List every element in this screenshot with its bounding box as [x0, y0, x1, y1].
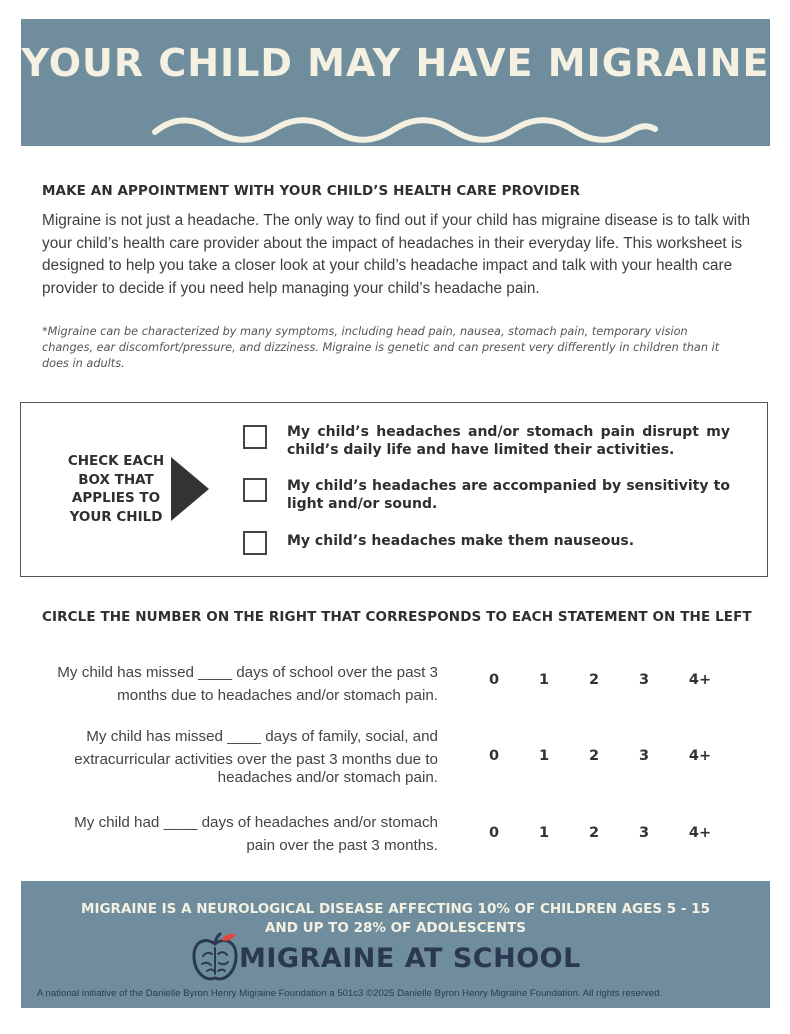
intro-paragraph: Migraine is not just a headache. The only way to find out if your child has migraine disease is to talk with your child’s health care provider about the impact of headaches in their everyday life. This worksheet is designed to help you take a closer look at your child’s headache impact and talk with your health care provider to decide if you need help managing your child’s headache pain. — [42, 212, 751, 297]
apple-brain-icon — [191, 930, 241, 984]
rating-heading: CIRCLE THE NUMBER ON THE RIGHT THAT CORRESPONDS TO EACH STATEMENT ON THE LEFT — [42, 609, 752, 625]
option-0[interactable]: 0 — [488, 672, 500, 688]
header-banner — [21, 19, 770, 146]
statement-line: My child has missed ____ days of school over the past 3 — [57, 664, 438, 681]
symptoms-note: *Migraine can be characterized by many symptoms, including head pain, nausea, stomach pain, temporary vision changes, ear discomfort/pressure, and dizziness. Migraine is genetic and can present very differently in children than it does in adults. — [42, 325, 720, 370]
option-1[interactable]: 1 — [538, 748, 550, 764]
footer-banner — [21, 881, 770, 1008]
statement-line: pain over the past 3 months. — [246, 836, 438, 854]
option-3[interactable]: 3 — [638, 672, 650, 688]
option-0[interactable]: 0 — [488, 825, 500, 841]
statement-activity-days — [40, 726, 438, 790]
option-3[interactable]: 3 — [638, 825, 650, 841]
checkbox-disrupt-daily-life[interactable] — [243, 425, 267, 449]
checklist-instruction — [61, 452, 171, 526]
statement-line: My child has missed ____ days of family, social, and — [86, 728, 438, 745]
page-title: YOUR CHILD MAY HAVE MIGRAINE — [21, 41, 770, 85]
statement-line: My child had ____ days of headaches and/or stomach — [74, 814, 438, 831]
statement-school-days — [40, 662, 438, 707]
option-1[interactable]: 1 — [538, 672, 550, 688]
option-2[interactable]: 2 — [588, 672, 600, 688]
instruction-line: BOX THAT — [78, 471, 154, 488]
rating-options-row — [470, 825, 730, 845]
option-2[interactable]: 2 — [588, 748, 600, 764]
footer-headline — [21, 900, 770, 937]
option-1[interactable]: 1 — [538, 825, 550, 841]
statement-headache-days — [40, 812, 438, 857]
checklist-panel — [20, 402, 768, 577]
instruction-line: CHECK EACH — [67, 453, 165, 469]
instruction-line: APPLIES TO — [71, 490, 161, 506]
checklist-item-text: My child’s headaches make them nauseous. — [287, 533, 635, 549]
option-4plus[interactable]: 4+ — [688, 825, 712, 841]
checklist-item-text: My child’s headaches and/or stomach pain disrupt my child’s daily life and have limited their activities. — [287, 424, 730, 458]
checklist-item-text: My child’s headaches are accompanied by sensitivity to light and/or sound. — [287, 478, 730, 512]
option-2[interactable]: 2 — [588, 825, 600, 841]
checkbox-nauseous[interactable] — [243, 531, 267, 555]
wave-decoration — [151, 115, 661, 145]
option-4plus[interactable]: 4+ — [688, 748, 712, 764]
logo-wordmark: MIGRAINE AT SCHOOL — [239, 943, 581, 974]
option-0[interactable]: 0 — [488, 748, 500, 764]
option-3[interactable]: 3 — [638, 748, 650, 764]
statement-line: extracurricular activities over the past 3 months due to — [74, 750, 438, 768]
copyright-text: A national initiative of the Danielle Byron Henry Migraine Foundation a 501c3 ©2025 Danielle Byron Henry Migraine Foundation. All rights reserved. — [37, 988, 663, 999]
statement-line: months due to headaches and/or stomach pain. — [117, 686, 438, 704]
headline-line: MIGRAINE IS A NEUROLOGICAL DISEASE AFFECTING 10% OF CHILDREN AGES 5 - 15 — [81, 901, 710, 917]
instruction-line: YOUR CHILD — [69, 508, 163, 525]
statement-line: headaches and/or stomach pain. — [217, 769, 438, 786]
arrow-right-icon — [171, 457, 211, 521]
rating-options-row — [470, 748, 730, 768]
headline-line: AND UP TO 28% OF ADOLESCENTS — [264, 919, 527, 936]
checkbox-sensitivity[interactable] — [243, 478, 267, 502]
appointment-heading: MAKE AN APPOINTMENT WITH YOUR CHILD’S HEALTH CARE PROVIDER — [42, 183, 581, 199]
option-4plus[interactable]: 4+ — [688, 672, 712, 688]
rating-options-row — [470, 672, 730, 692]
